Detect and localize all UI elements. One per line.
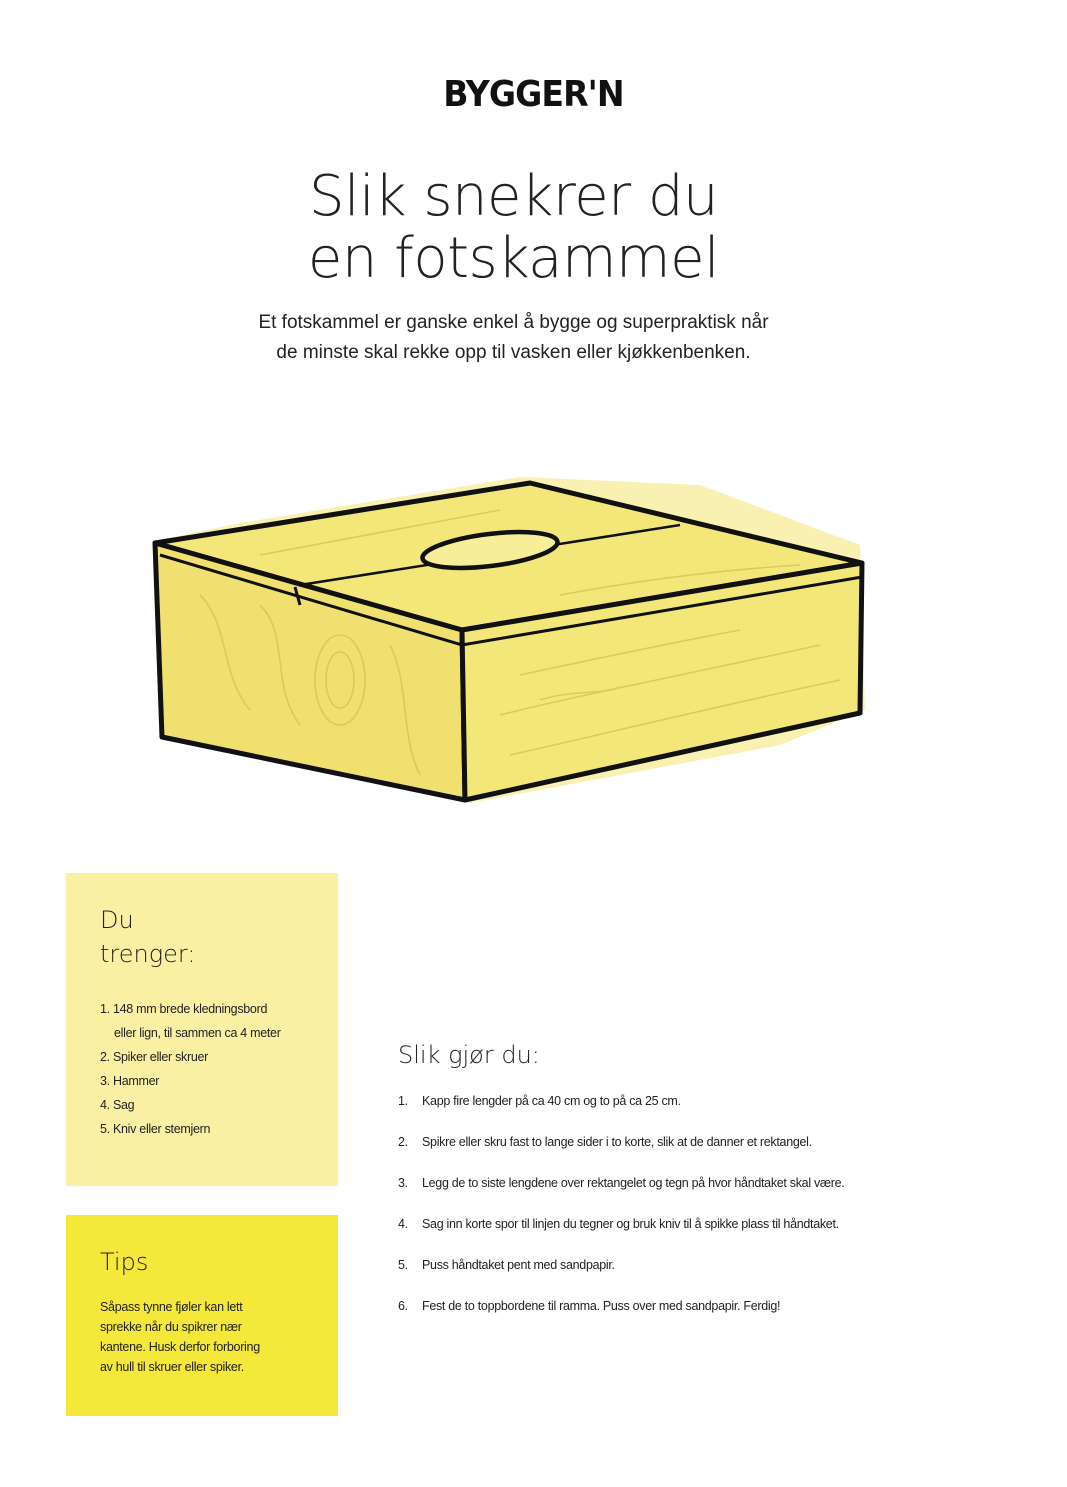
step-text: Puss håndtaket pent med sandpapir. (422, 1258, 615, 1272)
step-text: Spikre eller skru fast to lange sider i to korte, slik at de danner et rektangel. (422, 1135, 812, 1149)
title-line-1: Slik snekrer du (308, 164, 719, 229)
steps-heading: Slik gjør du: (398, 1041, 540, 1069)
step-text: Legg de to siste lengdene over rektangelet og tegn på hvor håndtaket skal være. (422, 1176, 845, 1190)
brand-logo: BYGGER'N (443, 74, 624, 115)
wooden-footstool-illustration (140, 455, 880, 815)
step-number: 2. (398, 1135, 408, 1149)
list-item: 1. 148 mm brede kledningsbord (100, 1002, 268, 1016)
step-item (398, 1213, 998, 1254)
step-number: 1. (398, 1094, 408, 1108)
page-title (0, 166, 1027, 290)
tips-line-3: kantene. Husk derfor forboring (100, 1340, 260, 1354)
step-number: 6. (398, 1299, 408, 1313)
list-item: 2. Spiker eller skruer (100, 1050, 209, 1064)
tips-line-2: sprekke når du spikrer nær (100, 1320, 242, 1334)
list-item: 3. Hammer (100, 1074, 160, 1088)
step-text: Kapp fire lengder på ca 40 cm og to på ca 25 cm. (422, 1094, 681, 1108)
step-text: Sag inn korte spor til linjen du tegner og bruk kniv til å spikke plass til håndtaket. (422, 1217, 839, 1231)
step-item (398, 1295, 998, 1336)
step-item (398, 1090, 998, 1131)
tips-line-1: Såpass tynne fjøler kan lett (100, 1300, 243, 1314)
step-number: 5. (398, 1258, 408, 1272)
list-item: 5. Kniv eller stemjern (100, 1122, 211, 1136)
tips-box (66, 1215, 338, 1416)
list-item: 4. Sag (100, 1098, 135, 1112)
step-item (398, 1254, 998, 1295)
list-item-continuation: eller lign, til sammen ca 4 meter (114, 1026, 281, 1040)
requirements-box (66, 873, 338, 1186)
requirements-heading-line-1: Du (100, 906, 134, 934)
requirements-list (100, 997, 312, 1141)
title-line-2: en fotskammel (307, 226, 720, 291)
tips-text (100, 1297, 312, 1377)
step-item (398, 1172, 998, 1213)
tips-line-4: av hull til skruer eller spiker. (100, 1360, 244, 1374)
intro-text (0, 308, 1027, 368)
steps-list (398, 1090, 998, 1336)
step-item (398, 1131, 998, 1172)
tips-heading: Tips (100, 1248, 149, 1276)
intro-line-2: de minste skal rekke opp til vasken eller kjøkkenbenken. (276, 342, 751, 363)
step-number: 4. (398, 1217, 408, 1231)
step-text: Fest de to toppbordene til ramma. Puss over med sandpapir. Ferdig! (422, 1299, 781, 1313)
intro-line-1: Et fotskammel er ganske enkel å bygge og superpraktisk når (258, 312, 769, 333)
step-number: 3. (398, 1176, 408, 1190)
requirements-heading-line-2: trenger: (100, 940, 196, 968)
requirements-heading (100, 903, 312, 971)
